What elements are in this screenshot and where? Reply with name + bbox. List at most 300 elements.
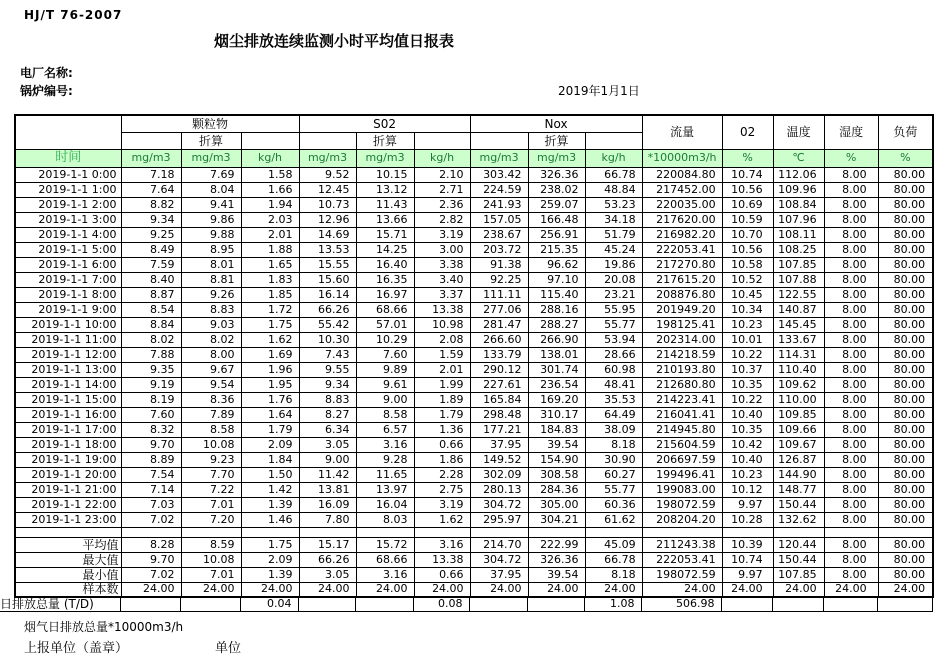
unit-cell: mg/m3 — [299, 149, 356, 167]
value-cell: 9.35 — [121, 362, 181, 377]
value-cell: 10.74 — [722, 552, 773, 567]
value-cell: 259.07 — [528, 197, 585, 212]
value-cell: 2.01 — [414, 362, 470, 377]
value-cell: 55.77 — [585, 317, 642, 332]
value-cell: 8.83 — [181, 302, 241, 317]
value-cell: 222053.41 — [642, 552, 722, 567]
table-row — [15, 197, 933, 212]
value-cell — [772, 597, 823, 612]
value-cell: 304.72 — [470, 497, 528, 512]
col-group-so2: S02 — [299, 115, 470, 132]
subheader-converted-pm: 折算 — [181, 132, 241, 149]
value-cell: 8.18 — [585, 567, 642, 582]
value-cell: 298.48 — [470, 407, 528, 422]
time-cell: 2019-1-1 21:00 — [15, 482, 121, 497]
value-cell: 198072.59 — [642, 497, 722, 512]
value-cell: 37.95 — [470, 437, 528, 452]
value-cell: 199083.00 — [642, 482, 722, 497]
value-cell: 8.02 — [121, 332, 181, 347]
value-cell: 97.10 — [528, 272, 585, 287]
value-cell: 80.00 — [878, 182, 933, 197]
time-cell: 2019-1-1 16:00 — [15, 407, 121, 422]
value-cell: 13.53 — [299, 242, 356, 257]
value-cell — [414, 527, 470, 537]
value-cell: 301.74 — [528, 362, 585, 377]
table-row — [15, 407, 933, 422]
value-cell: 122.55 — [773, 287, 824, 302]
value-cell: 107.96 — [773, 212, 824, 227]
time-cell: 2019-1-1 4:00 — [15, 227, 121, 242]
value-cell: 3.00 — [414, 242, 470, 257]
unit-cell: % — [824, 149, 878, 167]
subheader-converted-so2: 折算 — [356, 132, 414, 149]
value-cell: 266.90 — [528, 332, 585, 347]
unit-cell: mg/m3 — [470, 149, 528, 167]
value-cell: 1.64 — [241, 407, 299, 422]
value-cell: 23.21 — [585, 287, 642, 302]
value-cell: 66.26 — [299, 552, 356, 567]
subheader-converted-nox: 折算 — [528, 132, 585, 149]
value-cell: 0.66 — [414, 567, 470, 582]
value-cell: 10.15 — [356, 167, 414, 182]
value-cell: 217615.20 — [642, 272, 722, 287]
boiler-no-label: 锅炉编号: — [20, 84, 73, 98]
value-cell: 7.70 — [181, 467, 241, 482]
value-cell: 8.40 — [121, 272, 181, 287]
value-cell: 109.85 — [773, 407, 824, 422]
value-cell: 7.54 — [121, 467, 181, 482]
value-cell — [470, 527, 528, 537]
value-cell: 9.97 — [722, 567, 773, 582]
value-cell — [721, 597, 772, 612]
value-cell — [878, 527, 933, 537]
unit-cell: mg/m3 — [121, 149, 181, 167]
value-cell: 53.94 — [585, 332, 642, 347]
value-cell: 80.00 — [878, 332, 933, 347]
value-cell: 1.69 — [241, 347, 299, 362]
value-cell: 6.34 — [299, 422, 356, 437]
daily-total-row — [0, 597, 932, 612]
value-cell: 8.00 — [824, 332, 878, 347]
value-cell: 8.00 — [824, 497, 878, 512]
value-cell: 80.00 — [878, 197, 933, 212]
value-cell: 214223.41 — [642, 392, 722, 407]
time-header-spacer — [15, 115, 121, 149]
value-cell: 80.00 — [878, 512, 933, 527]
value-cell — [773, 527, 824, 537]
value-cell: 10.56 — [722, 182, 773, 197]
spacer-row — [15, 527, 933, 537]
value-cell: 7.60 — [356, 347, 414, 362]
value-cell: 241.93 — [470, 197, 528, 212]
value-cell: 8.84 — [121, 317, 181, 332]
value-cell: 10.40 — [722, 407, 773, 422]
value-cell: 8.04 — [181, 182, 241, 197]
value-cell: 203.72 — [470, 242, 528, 257]
value-cell: 0.08 — [413, 597, 469, 612]
value-cell: 288.27 — [528, 317, 585, 332]
value-cell: 8.00 — [824, 392, 878, 407]
value-cell: 277.06 — [470, 302, 528, 317]
value-cell: 11.65 — [356, 467, 414, 482]
value-cell: 80.00 — [878, 437, 933, 452]
value-cell: 126.87 — [773, 452, 824, 467]
value-cell: 10.30 — [299, 332, 356, 347]
value-cell: 24.00 — [528, 582, 585, 597]
value-cell: 1.94 — [241, 197, 299, 212]
value-cell: 9.26 — [181, 287, 241, 302]
value-cell: 217270.80 — [642, 257, 722, 272]
value-cell: 10.29 — [356, 332, 414, 347]
value-cell: 16.35 — [356, 272, 414, 287]
value-cell: 1.76 — [241, 392, 299, 407]
value-cell: 9.03 — [181, 317, 241, 332]
value-cell: 13.38 — [414, 302, 470, 317]
value-cell: 80.00 — [878, 302, 933, 317]
value-cell: 1.75 — [241, 317, 299, 332]
value-cell: 8.00 — [824, 212, 878, 227]
label-cell: 最小值 — [15, 567, 121, 582]
value-cell: 310.17 — [528, 407, 585, 422]
value-cell: 166.48 — [528, 212, 585, 227]
value-cell — [824, 527, 878, 537]
value-cell: 177.21 — [470, 422, 528, 437]
value-cell: 9.28 — [356, 452, 414, 467]
table-row — [15, 392, 933, 407]
value-cell: 8.54 — [121, 302, 181, 317]
value-cell: 109.67 — [773, 437, 824, 452]
value-cell: 8.00 — [824, 512, 878, 527]
value-cell: 140.87 — [773, 302, 824, 317]
value-cell — [180, 597, 240, 612]
table-row — [15, 362, 933, 377]
value-cell: 148.77 — [773, 482, 824, 497]
value-cell: 8.00 — [824, 182, 878, 197]
value-cell: 8.36 — [181, 392, 241, 407]
value-cell: 110.00 — [773, 392, 824, 407]
value-cell: 14.25 — [356, 242, 414, 257]
value-cell: 8.32 — [121, 422, 181, 437]
col-header-o2: 02 — [722, 115, 773, 149]
value-cell: 80.00 — [878, 257, 933, 272]
value-cell — [527, 597, 584, 612]
value-cell: 1.39 — [241, 497, 299, 512]
value-cell: 199496.41 — [642, 467, 722, 482]
subheader-blank — [241, 132, 299, 149]
value-cell: 10.69 — [722, 197, 773, 212]
value-cell: 12.96 — [299, 212, 356, 227]
subheader-blank — [121, 132, 181, 149]
value-cell: 16.09 — [299, 497, 356, 512]
value-cell — [528, 527, 585, 537]
value-cell: 80.00 — [878, 467, 933, 482]
value-cell: 10.35 — [722, 377, 773, 392]
value-cell: 165.84 — [470, 392, 528, 407]
table-row — [15, 452, 933, 467]
value-cell: 149.52 — [470, 452, 528, 467]
unit-cell: ℃ — [773, 149, 824, 167]
value-cell: 13.97 — [356, 482, 414, 497]
value-cell: 80.00 — [878, 482, 933, 497]
value-cell: 7.01 — [181, 497, 241, 512]
value-cell: 57.01 — [356, 317, 414, 332]
value-cell: 133.79 — [470, 347, 528, 362]
value-cell: 20.08 — [585, 272, 642, 287]
value-cell: 2.09 — [241, 552, 299, 567]
unit-cell: kg/h — [585, 149, 642, 167]
value-cell: 8.00 — [824, 377, 878, 392]
value-cell: 1.08 — [584, 597, 641, 612]
value-cell: 66.26 — [299, 302, 356, 317]
value-cell: 208204.20 — [642, 512, 722, 527]
value-cell: 281.47 — [470, 317, 528, 332]
value-cell: 9.52 — [299, 167, 356, 182]
value-cell: 24.00 — [773, 582, 824, 597]
value-cell: 288.16 — [528, 302, 585, 317]
value-cell: 45.09 — [585, 537, 642, 552]
value-cell: 12.45 — [299, 182, 356, 197]
value-cell: 1.83 — [241, 272, 299, 287]
value-cell: 1.39 — [241, 567, 299, 582]
value-cell: 9.97 — [722, 497, 773, 512]
value-cell: 107.85 — [773, 257, 824, 272]
value-cell: 1.72 — [241, 302, 299, 317]
value-cell: 68.66 — [356, 552, 414, 567]
value-cell: 109.96 — [773, 182, 824, 197]
value-cell: 295.97 — [470, 512, 528, 527]
value-cell: 1.84 — [241, 452, 299, 467]
value-cell: 80.00 — [878, 227, 933, 242]
value-cell: 280.13 — [470, 482, 528, 497]
value-cell: 109.62 — [773, 377, 824, 392]
value-cell: 3.16 — [414, 537, 470, 552]
value-cell: 303.42 — [470, 167, 528, 182]
value-cell: 16.04 — [356, 497, 414, 512]
value-cell: 2.01 — [241, 227, 299, 242]
time-cell — [15, 527, 121, 537]
value-cell: 216041.41 — [642, 407, 722, 422]
value-cell: 8.82 — [121, 197, 181, 212]
value-cell: 0.04 — [240, 597, 298, 612]
value-cell: 45.24 — [585, 242, 642, 257]
value-cell: 8.00 — [824, 227, 878, 242]
value-cell: 10.70 — [722, 227, 773, 242]
value-cell: 224.59 — [470, 182, 528, 197]
value-cell: 220035.00 — [642, 197, 722, 212]
time-cell: 2019-1-1 7:00 — [15, 272, 121, 287]
unit-cell: mg/m3 — [181, 149, 241, 167]
value-cell: 1.46 — [241, 512, 299, 527]
value-cell: 238.67 — [470, 227, 528, 242]
value-cell: 1.95 — [241, 377, 299, 392]
value-cell: 9.34 — [299, 377, 356, 392]
value-cell: 8.00 — [824, 437, 878, 452]
value-cell: 1.75 — [241, 537, 299, 552]
value-cell: 214945.80 — [642, 422, 722, 437]
value-cell: 10.45 — [722, 287, 773, 302]
unit-cell: kg/h — [414, 149, 470, 167]
value-cell: 9.41 — [181, 197, 241, 212]
value-cell: 2.10 — [414, 167, 470, 182]
value-cell: 10.56 — [722, 242, 773, 257]
value-cell: 66.78 — [585, 167, 642, 182]
value-cell: 68.66 — [356, 302, 414, 317]
value-cell: 1.62 — [414, 512, 470, 527]
value-cell: 61.62 — [585, 512, 642, 527]
value-cell: 38.09 — [585, 422, 642, 437]
value-cell: 10.42 — [722, 437, 773, 452]
value-cell: 8.00 — [824, 537, 878, 552]
table-row — [15, 287, 933, 302]
value-cell: 214218.59 — [642, 347, 722, 362]
value-cell: 9.88 — [181, 227, 241, 242]
value-cell: 220084.80 — [642, 167, 722, 182]
value-cell: 8.00 — [824, 317, 878, 332]
time-cell: 2019-1-1 0:00 — [15, 167, 121, 182]
label-cell: 日排放总量 (T/D) — [0, 597, 120, 612]
col-header-flow: 流量 — [642, 115, 722, 149]
value-cell: 8.00 — [824, 302, 878, 317]
time-cell: 2019-1-1 23:00 — [15, 512, 121, 527]
subheader-blank — [585, 132, 642, 149]
time-cell: 2019-1-1 20:00 — [15, 467, 121, 482]
value-cell: 8.59 — [181, 537, 241, 552]
value-cell: 9.67 — [181, 362, 241, 377]
value-cell: 7.43 — [299, 347, 356, 362]
value-cell: 214.70 — [470, 537, 528, 552]
value-cell: 80.00 — [878, 362, 933, 377]
value-cell: 10.22 — [722, 392, 773, 407]
time-cell: 2019-1-1 8:00 — [15, 287, 121, 302]
value-cell: 2.09 — [241, 437, 299, 452]
value-cell: 8.00 — [824, 467, 878, 482]
table-row — [15, 212, 933, 227]
value-cell: 308.58 — [528, 467, 585, 482]
value-cell: 9.54 — [181, 377, 241, 392]
label-cell: 平均值 — [15, 537, 121, 552]
value-cell: 256.91 — [528, 227, 585, 242]
value-cell: 80.00 — [878, 392, 933, 407]
table-row — [15, 317, 933, 332]
col-header-humidity: 湿度 — [824, 115, 878, 149]
value-cell: 7.64 — [121, 182, 181, 197]
value-cell: 9.86 — [181, 212, 241, 227]
value-cell: 16.97 — [356, 287, 414, 302]
value-cell: 80.00 — [878, 537, 933, 552]
label-cell: 最大值 — [15, 552, 121, 567]
plant-name-label: 电厂名称: — [20, 66, 73, 80]
value-cell: 326.36 — [528, 552, 585, 567]
value-cell: 1.62 — [241, 332, 299, 347]
value-cell: 80.00 — [878, 422, 933, 437]
col-group-particulate: 颗粒物 — [121, 115, 299, 132]
value-cell: 8.18 — [585, 437, 642, 452]
value-cell: 2.03 — [241, 212, 299, 227]
summary-row — [15, 552, 933, 567]
value-cell: 66.78 — [585, 552, 642, 567]
label-cell: 样本数 — [15, 582, 121, 597]
value-cell: 3.19 — [414, 227, 470, 242]
value-cell: 1.36 — [414, 422, 470, 437]
value-cell: 28.66 — [585, 347, 642, 362]
subheader-blank — [414, 132, 470, 149]
value-cell: 3.37 — [414, 287, 470, 302]
page-title: 烟尘排放连续监测小时平均值日报表 — [213, 32, 454, 50]
value-cell: 1.99 — [414, 377, 470, 392]
value-cell: 60.98 — [585, 362, 642, 377]
value-cell: 1.50 — [241, 467, 299, 482]
value-cell: 8.00 — [824, 362, 878, 377]
value-cell: 108.25 — [773, 242, 824, 257]
value-cell: 15.60 — [299, 272, 356, 287]
value-cell: 30.90 — [585, 452, 642, 467]
value-cell: 7.59 — [121, 257, 181, 272]
value-cell: 10.59 — [722, 212, 773, 227]
value-cell: 8.00 — [824, 482, 878, 497]
value-cell: 9.55 — [299, 362, 356, 377]
value-cell: 55.42 — [299, 317, 356, 332]
value-cell: 15.72 — [356, 537, 414, 552]
value-cell — [585, 527, 642, 537]
value-cell: 145.45 — [773, 317, 824, 332]
table-row — [15, 482, 933, 497]
value-cell: 9.61 — [356, 377, 414, 392]
value-cell: 80.00 — [878, 317, 933, 332]
value-cell: 8.27 — [299, 407, 356, 422]
table-row — [15, 497, 933, 512]
value-cell: 39.54 — [528, 437, 585, 452]
value-cell: 217620.00 — [642, 212, 722, 227]
daily-total-row-container — [0, 597, 932, 612]
table-row — [15, 227, 933, 242]
value-cell: 8.58 — [356, 407, 414, 422]
value-cell: 10.12 — [722, 482, 773, 497]
value-cell: 8.00 — [824, 552, 878, 567]
value-cell: 2.08 — [414, 332, 470, 347]
table-row — [15, 512, 933, 527]
value-cell: 10.08 — [181, 552, 241, 567]
col-header-load: 负荷 — [878, 115, 933, 149]
value-cell: 216982.20 — [642, 227, 722, 242]
value-cell: 96.62 — [528, 257, 585, 272]
table-row — [15, 167, 933, 182]
value-cell: 133.67 — [773, 332, 824, 347]
value-cell: 9.89 — [356, 362, 414, 377]
value-cell: 24.00 — [878, 582, 933, 597]
value-cell: 80.00 — [878, 567, 933, 582]
value-cell: 53.23 — [585, 197, 642, 212]
value-cell: 10.23 — [722, 317, 773, 332]
value-cell: 64.49 — [585, 407, 642, 422]
value-cell: 80.00 — [878, 287, 933, 302]
value-cell: 80.00 — [878, 552, 933, 567]
value-cell — [722, 527, 773, 537]
table-row — [15, 347, 933, 362]
table-row — [15, 257, 933, 272]
value-cell — [298, 597, 355, 612]
value-cell: 10.58 — [722, 257, 773, 272]
value-cell: 107.88 — [773, 272, 824, 287]
value-cell: 60.36 — [585, 497, 642, 512]
value-cell: 10.08 — [181, 437, 241, 452]
value-cell: 110.40 — [773, 362, 824, 377]
value-cell: 37.95 — [470, 567, 528, 582]
value-cell — [355, 597, 413, 612]
value-cell: 215604.59 — [642, 437, 722, 452]
value-cell: 108.11 — [773, 227, 824, 242]
value-cell: 10.40 — [722, 452, 773, 467]
time-cell: 2019-1-1 15:00 — [15, 392, 121, 407]
